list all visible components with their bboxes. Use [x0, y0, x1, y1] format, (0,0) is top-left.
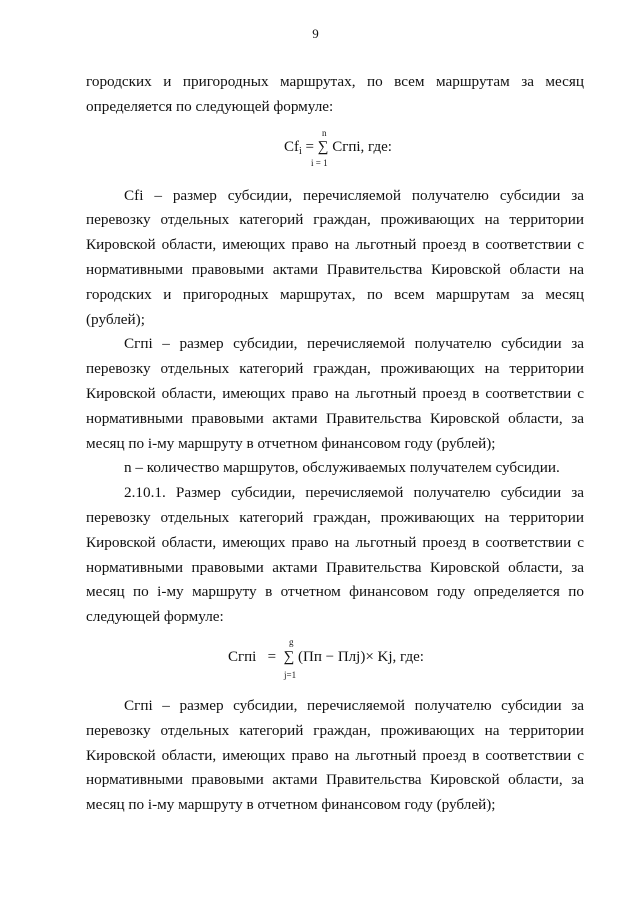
document-body [86, 70, 584, 818]
paragraph-intro: городских и пригородных маршрутах, по всем маршрутам за месяц определяется по следующей формуле: [86, 73, 584, 115]
formula-sgpi-lhs: Сгпi [228, 648, 257, 665]
page-number: 9 [312, 26, 319, 41]
formula-sgpi-rhs: (Пп − Плj)× Kj, где: [298, 648, 424, 665]
formula-cf-rhs: Сгпi, где: [332, 138, 392, 155]
paragraph-sgpi-definition-2: Сгпi – размер субсидии, перечисляемой получателю субсидии за перевозку отдельных категорий граждан, проживающих на территории Кировской области, имеющих право на льготный проезд в соответствии с нормативными правовыми актами Правительства Кировской области, за месяц по i-му маршруту в отчетном финансовом году (рублей); [86, 696, 584, 814]
formula-cf-upper-limit: n [322, 127, 327, 138]
formula-cf-expression [284, 135, 392, 165]
formula-sgpi-equals: = [267, 648, 277, 665]
formula-cf-lhs-subscript: i [299, 145, 302, 157]
formula-sgpi-sigma: ∑ [283, 648, 295, 665]
paragraph-n-definition: n – количество маршрутов, обслуживаемых получателем субсидии. [124, 459, 560, 477]
formula-sgpi-upper-limit: g [289, 636, 294, 647]
formula-cf-lower-limit: i = 1 [311, 157, 328, 168]
formula-cf-sigma: ∑ [317, 138, 329, 155]
formula-sgpi [86, 630, 584, 694]
formula-sgpi-lower-limit: j=1 [284, 669, 297, 680]
paragraph-sgpi-definition: Сгпi – размер субсидии, перечисляемой получателю субсидии за перевозку отдельных категорий граждан, проживающих на территории Кировской области, имеющих право на льготный проезд в соответствии с нормативными правовыми актами Правительства Кировской области, за месяц по i-му маршруту в отчетном финансовом году (рублей); [86, 335, 584, 452]
formula-cf [86, 120, 584, 184]
formula-cf-lhs: Cf [284, 138, 299, 155]
formula-cf-equals: = [305, 138, 314, 155]
paragraph-2-10-1: 2.10.1. Размер субсидии, перечисляемой получателю субсидии за перевозку отдельных категорий граждан, проживающих на территории Кировской области, имеющих право на льготный проезд в соответствии с нормативными правовыми актами Правительства Кировской области, за месяц по i-му маршруту в отчетном финансовом году определяется по следующей формуле: [86, 484, 584, 626]
paragraph-cf-definition: Cfi – размер субсидии, перечисляемой получателю субсидии за перевозку отдельных категорий граждан, проживающих на территории Кировской области, имеющих право на льготный проезд в соответствии с нормативными правовыми актами Правительства Кировской области на городских и пригородных маршрутах, по всем маршрутам за месяц (рублей); [86, 186, 584, 328]
formula-sgpi-expression [228, 645, 424, 670]
